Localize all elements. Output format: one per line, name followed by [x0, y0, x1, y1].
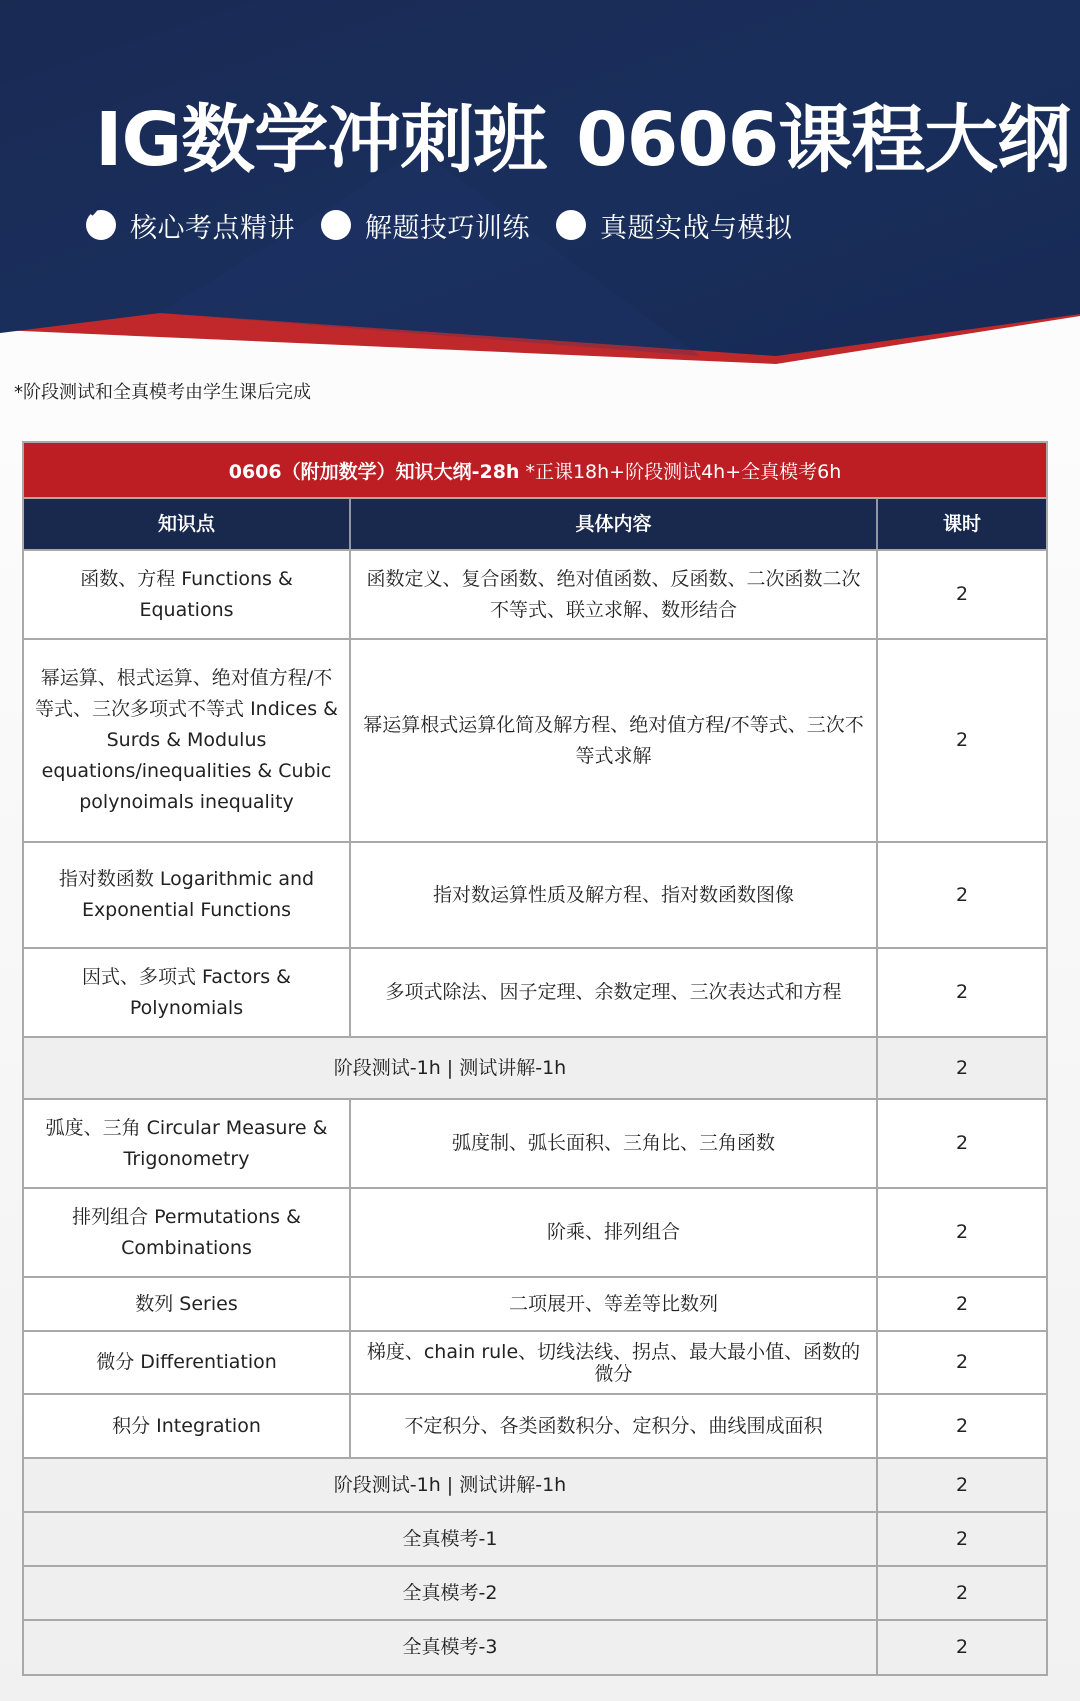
merged-cell: 全真模考-3 [24, 1621, 878, 1674]
merged-cell: 阶段测试-1h | 测试讲解-1h [24, 1459, 878, 1511]
hours-cell: 2 [955, 1636, 969, 1658]
merged-cell: 全真模考-1 [24, 1513, 878, 1565]
title-syllabus: 0606课程大纲 [576, 97, 1071, 183]
table-row [24, 1278, 1046, 1332]
hours-cell: 2 [955, 1527, 969, 1550]
hours-cell: 2 [955, 1414, 969, 1437]
topic-cell: 幂运算、根式运算、绝对值方程/不等式、三次多项式不等式 Indices & Surds & Modulus equations/inequalities & Cubic polynoimals inequality [24, 640, 351, 841]
check-circle-icon [556, 210, 586, 240]
hours-cell: 2 [955, 729, 969, 751]
hours-cell: 2 [955, 883, 969, 906]
column-header-topic: 知识点 [24, 499, 351, 549]
feature-label: 真题实战与模拟 [600, 212, 793, 244]
table-row-test [24, 1038, 1046, 1100]
content-cell: 幂运算根式运算化简及解方程、绝对值方程/不等式、三次不等式求解 [351, 640, 878, 841]
table-caption [24, 443, 1046, 499]
syllabus-table [22, 441, 1048, 1676]
topic-cell: 函数、方程 Functions & Equations [24, 551, 351, 638]
hero-banner [0, 0, 1080, 370]
column-header-hours: 课时 [942, 512, 981, 535]
feature-label: 核心考点精讲 [130, 212, 295, 244]
feature-item [321, 206, 530, 245]
table-row [24, 1189, 1046, 1278]
content-cell: 弧度制、弧长面积、三角比、三角函数 [351, 1100, 878, 1187]
content-cell: 指对数运算性质及解方程、指对数函数图像 [351, 843, 878, 947]
table-row [24, 843, 1046, 949]
page-title [95, 92, 1075, 188]
topic-cell: 弧度、三角 Circular Measure & Trigonometry [24, 1100, 351, 1187]
table-row [24, 1332, 1046, 1395]
topic-cell: 因式、多项式 Factors & Polynomials [24, 949, 351, 1036]
content-cell: 阶乘、排列组合 [351, 1189, 878, 1276]
topic-cell: 排列组合 Permutations & Combinations [24, 1189, 351, 1276]
table-row [24, 1395, 1046, 1459]
hours-cell: 2 [955, 1581, 969, 1604]
content-cell: 二项展开、等差等比数列 [351, 1278, 878, 1330]
content-cell: 函数定义、复合函数、绝对值函数、反函数、二次函数二次不等式、联立求解、数形结合 [351, 551, 878, 638]
hours-cell: 2 [955, 583, 969, 605]
merged-cell: 阶段测试-1h | 测试讲解-1h [24, 1038, 878, 1098]
hours-cell: 2 [955, 1292, 969, 1315]
content-cell: 不定积分、各类函数积分、定积分、曲线围成面积 [351, 1395, 878, 1457]
table-row-test [24, 1459, 1046, 1513]
merged-cell: 全真模考-2 [24, 1567, 878, 1619]
hours-cell: 2 [955, 1473, 969, 1496]
column-header-content: 具体内容 [351, 499, 878, 549]
hours-cell: 2 [955, 1056, 969, 1079]
hours-cell: 2 [955, 1221, 969, 1243]
hours-cell: 2 [955, 1132, 969, 1154]
table-row-mock-exam [24, 1513, 1046, 1567]
footnote: *阶段测试和全真模考由学生课后完成 [14, 382, 311, 403]
hours-cell: 2 [955, 981, 969, 1003]
table-header-row [24, 499, 1046, 551]
topic-cell: 积分 Integration [24, 1395, 351, 1457]
table-row [24, 1100, 1046, 1189]
table-row [24, 551, 1046, 640]
content-cell: 梯度、chain rule、切线法线、拐点、最大最小值、函数的微分 [351, 1332, 878, 1393]
caption-breakdown: *正课18h+阶段测试4h+全真模考6h [525, 460, 842, 483]
feature-label: 解题技巧训练 [365, 212, 530, 244]
table-row [24, 949, 1046, 1038]
feature-item [86, 206, 295, 245]
hours-cell: 2 [955, 1351, 969, 1373]
table-row [24, 640, 1046, 843]
topic-cell: 指对数函数 Logarithmic and Exponential Functions [24, 843, 351, 947]
content-cell: 多项式除法、因子定理、余数定理、三次表达式和方程 [351, 949, 878, 1036]
title-course-name: IG数学冲刺班 [95, 97, 547, 183]
table-row-mock-exam [24, 1621, 1046, 1674]
topic-cell: 微分 Differentiation [24, 1332, 351, 1393]
caption-title: 0606（附加数学）知识大纲-28h [228, 460, 520, 483]
topic-cell: 数列 Series [24, 1278, 351, 1330]
table-row-mock-exam [24, 1567, 1046, 1621]
feature-item [556, 206, 793, 245]
check-circle-icon [321, 210, 351, 240]
feature-list [86, 202, 801, 248]
